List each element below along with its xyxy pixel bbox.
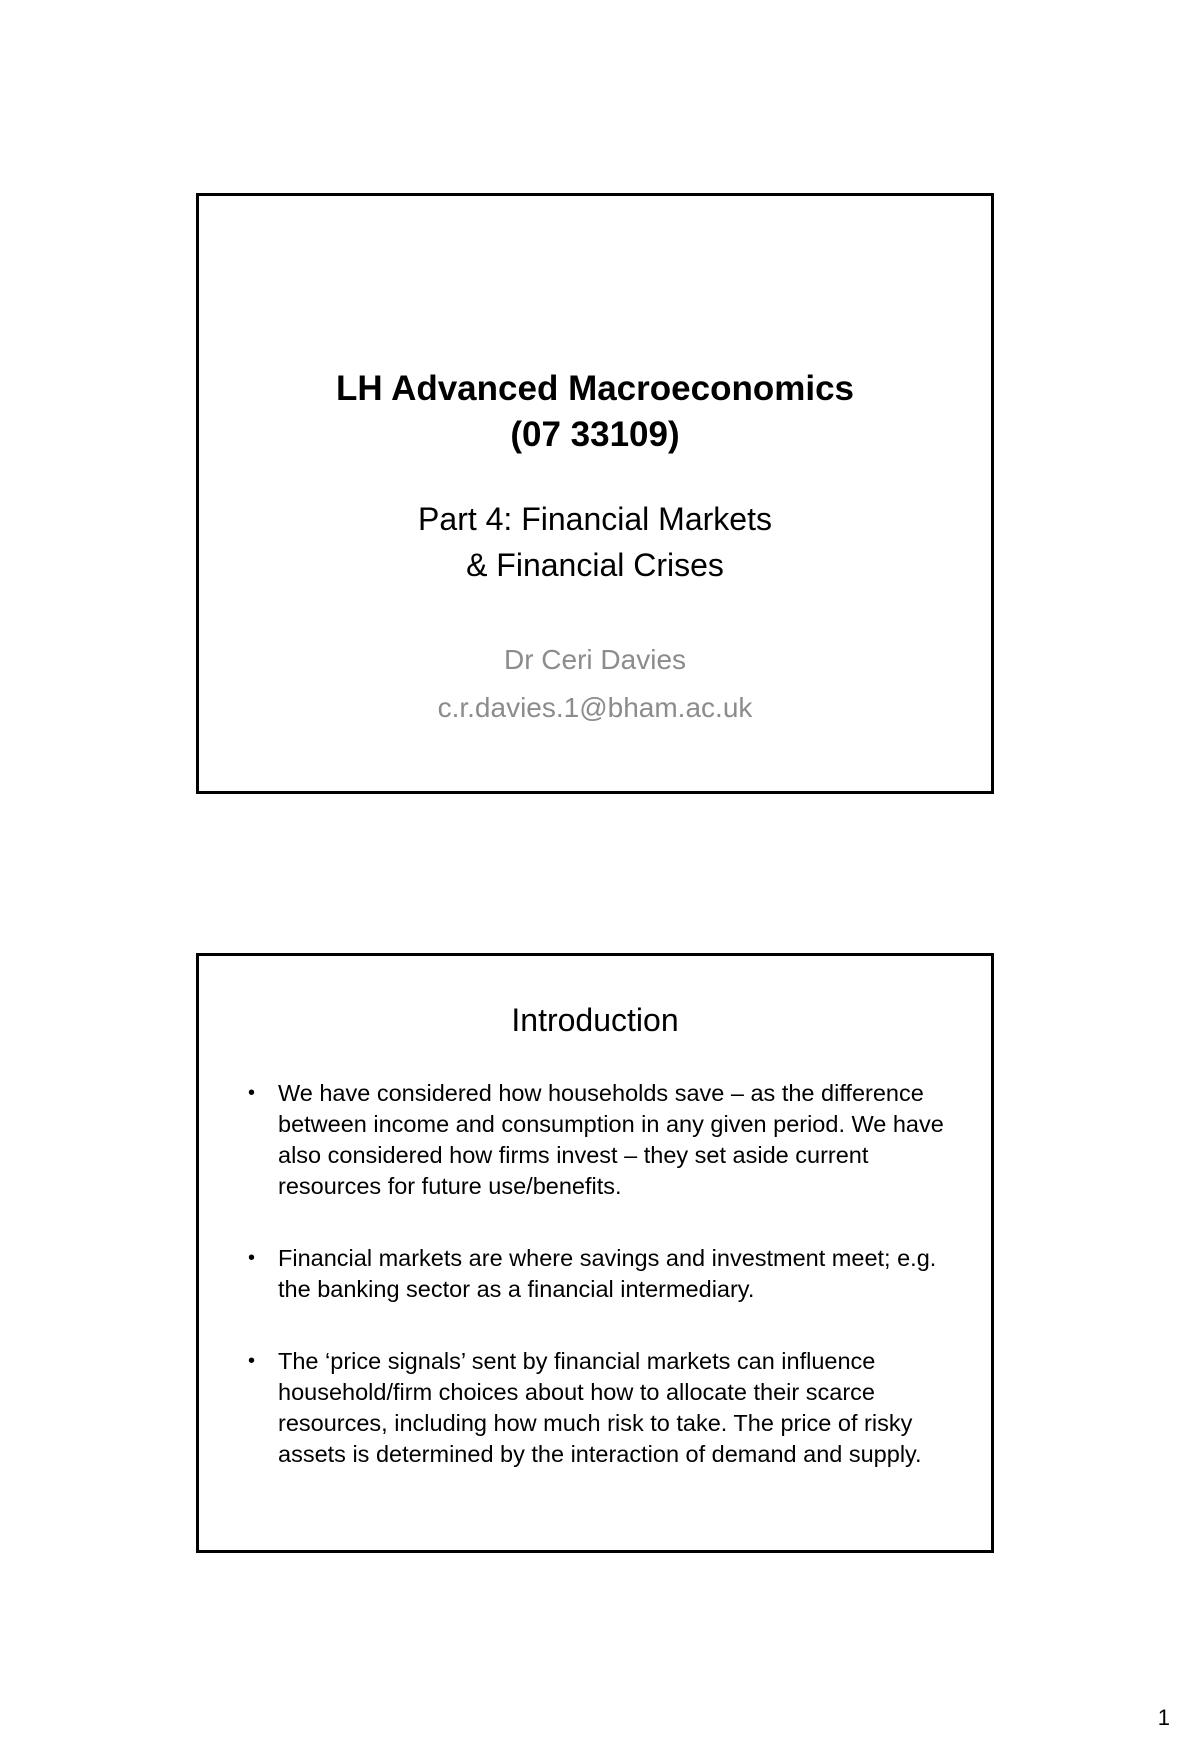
bullet-icon: • (248, 1247, 256, 1269)
bullet-item (245, 1078, 945, 1202)
introduction-slide (196, 953, 994, 1553)
bullet-text: We have considered how households save – as the difference between income and consumption in any given period. We have also considered how firms invest – they set aside current resources for future use/benefits. (278, 1080, 944, 1199)
bullet-item (245, 1243, 945, 1305)
course-title: LH Advanced Macroeconomics (335, 369, 854, 408)
author-email: c.r.davies.1@bham.ac.uk (437, 692, 753, 723)
title-slide (196, 193, 994, 794)
bullet-list (245, 1078, 945, 1511)
slide-heading: Introduction (511, 1002, 679, 1038)
bullet-item (245, 1346, 945, 1470)
page-number: 1 (1157, 1705, 1170, 1730)
course-code: (07 33109) (510, 415, 680, 454)
bullet-icon: • (248, 1350, 256, 1372)
title-block (199, 366, 991, 732)
bullet-icon: • (248, 1082, 256, 1104)
author-block (199, 636, 991, 732)
part-title-line-2: & Financial Crises (466, 547, 724, 583)
part-title (199, 496, 991, 588)
bullet-text: The ‘price signals’ sent by financial markets can influence household/firm choices about how to allocate their scarce resources, including how much risk to take. The price of risky assets is determined by the interaction of demand and supply. (278, 1348, 922, 1467)
part-title-line-1: Part 4: Financial Markets (418, 501, 772, 537)
bullet-text: Financial markets are where savings and investment meet; e.g. the banking sector as a financial intermediary. (278, 1245, 937, 1302)
author-name: Dr Ceri Davies (503, 644, 687, 675)
